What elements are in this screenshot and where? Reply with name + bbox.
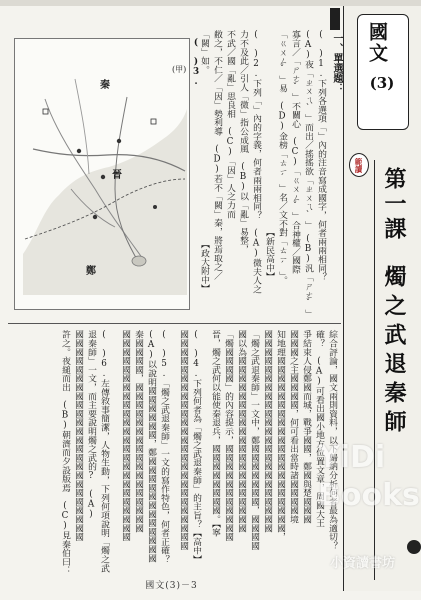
passage-line: 「燭國國國國」的內容提示，國國國國國國國國國國國 <box>223 330 233 542</box>
question-line: 秦國國國國，國國國國國國國國國國國國國國國國國 <box>133 330 143 533</box>
passage-line: 綜合評論，國文兩則資料，以下歸納分析何者最為適切？ <box>327 330 337 550</box>
page-tab-marker <box>407 540 421 554</box>
question-source: 【政大附中】 <box>199 240 209 293</box>
section-header: 一、單選題： <box>331 33 342 93</box>
question-line: 不武／國「亂」思良相 (C)「因」人之力而 <box>225 30 235 219</box>
passage-line: 爭結束人侵鄭國而城，戰爭國國，鄭國與楚國國國 <box>301 330 311 524</box>
question-line: 許之。夜縋而出 (B)朝濟而夕設版焉 (C)見秦伯曰： <box>60 330 70 575</box>
question-line: 「闕」如。 <box>199 30 209 74</box>
subject-volume: (3) <box>369 74 395 92</box>
question-line: (A)夜「ㄓㄨㄟˋ」而出／搖搖欲「ㄓㄨㄟˋ」 (B)汎「ㄕㄜˇ」 <box>303 30 313 318</box>
subject-title: 國文 <box>366 22 388 64</box>
passage-line: 國國國國國國國國國國國國國國國國國國國國國國國 <box>262 330 272 533</box>
question-line: 國國國國國國國國國國國國國國國國國國國國國國國國國 <box>178 330 188 550</box>
map-caption: (甲) <box>172 65 187 74</box>
question-line: 國國國國國國國國國國國國國國國國國國國國國國國國 <box>73 330 83 542</box>
map-label-jin: 晉 <box>112 170 122 181</box>
passage-line: 國以為國國國國國國國國國國國國國國國國國國國國 <box>236 330 246 533</box>
question-line: ( )4.下列何者為「燭之武退秦師」的主旨？【高中】 <box>191 330 201 564</box>
lesson-name: 燭之武退秦師 <box>381 265 407 439</box>
question-line: ( )2.下列「」內的字義，何者兩兩相同？ (A)微夫人之 <box>251 30 261 294</box>
reading-badge-label: 範讀 <box>354 158 363 173</box>
question-line: 力不及此／引人「微」指公成風 (B)以「亂」易整， <box>238 30 248 254</box>
question-3-label: ( )3. <box>191 38 201 87</box>
lesson-number: 第一課 <box>381 167 407 242</box>
passage-line: 知地理國國國國國國國國國國國國國國國國國國國國， <box>275 330 285 542</box>
question-line: ( )5.「燭之武退秦師」一文的寫作特色，何者正確？ <box>159 330 169 564</box>
question-line: ( )6.左傳敘事簡潔，人物生動，下列何項說明「燭之武 <box>99 330 109 573</box>
map-label-zheng: 鄭 <box>86 266 96 277</box>
watermark-logo: Books <box>318 478 420 513</box>
passage-line: 晉，燭之武何以能使秦退兵，國國國國國國國國。【寧 <box>210 330 220 537</box>
question-line: (A)以說明國國國國國國，鄭國國國國國國國國國國國國 <box>146 330 156 563</box>
passage-line: 「燭之武退秦師」一文中，鄭國國國國國國國，國國國國 <box>249 330 259 550</box>
question-line: ( )1.下列各選項「」內的注音寫成國字，何者兩兩相同？ <box>316 30 326 282</box>
question-line: 國國國國國國國國國國國國國國國國國國國國國國國國 <box>120 330 130 542</box>
question-line: 「ㄍㄨㄥˇ」易 (D)金榜「ㄊㄧˊ」名／文不對「ㄊㄧˊ」。 <box>277 30 287 285</box>
question-source: 【新民高中】 <box>264 228 274 281</box>
question-line: 退秦師」一文，而主要說明燭之武的? (A) <box>86 330 96 520</box>
page-number: 國文(3)－3 <box>145 581 198 591</box>
map-label-qin: 秦 <box>100 80 110 91</box>
question-line: 寡言／「ㄕㄜˇ」不關心 (C)「ㄍㄨㄥˇ」合神權／國際 <box>290 30 300 274</box>
passage-line: 國國國之主國國國國，何可看出當時諸國國國國境 <box>288 330 298 524</box>
watermark-logo: 小資讀書坊 <box>330 556 396 571</box>
section-marker <box>330 8 340 30</box>
section-divider <box>8 323 341 324</box>
watermark-logo: YiDi <box>318 440 386 475</box>
lesson-divider <box>374 160 375 580</box>
passage-line: 確？ (A)可看出國小地方位置文章，周國大王 <box>314 330 324 528</box>
question-line: 敝之，不仁／「因」勢利導 (D)若不「闕」秦，將焉取之／ <box>212 30 222 280</box>
